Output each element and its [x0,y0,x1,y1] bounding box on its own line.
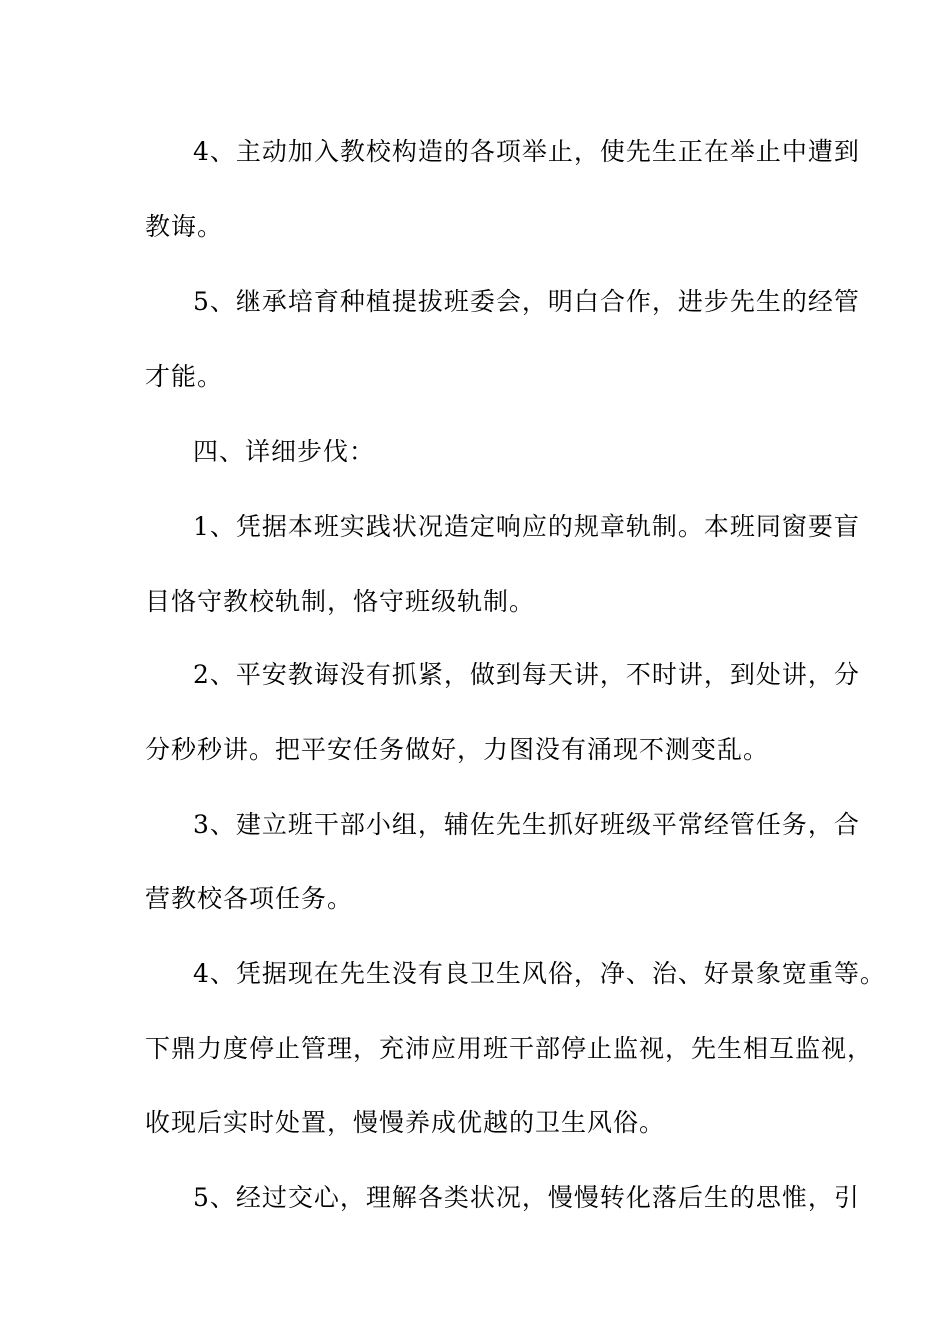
paragraph-line: 2、平安教诲没有抓紧，做到每天讲，不时讲，到处讲，分 [193,660,860,689]
paragraph-line: 下鼎力度停止管理，充沛应用班干部停止监视，先生相互监视， [145,1034,874,1063]
paragraph-line: 1、凭据本班实践状况造定响应的规章轨制。本班同窗要盲 [193,512,860,541]
paragraph-line: 4、凭据现在先生没有良卫生风俗，净、治、好景象宽重等。 [193,959,886,988]
paragraph-line: 收现后实时处置，慢慢养成优越的卫生风俗。 [145,1108,666,1137]
paragraph-line: 5、继承培育种植提拔班委会，明白合作，进步先生的经管 [193,287,860,316]
paragraph-line: 4、主动加入教校构造的各项举止，使先生正在举止中遭到 [193,137,860,166]
paragraph-line: 5、经过交心，理解各类状况，慢慢转化落后生的思惟，引 [193,1183,860,1212]
paragraph-line: 分秒秒讲。把平安任务做好，力图没有涌现不测变乱。 [145,735,770,764]
paragraph-line: 营教校各项任务。 [145,884,354,913]
section-heading: 四、详细步伐： [193,437,376,466]
paragraph-line: 3、建立班干部小组，辅佐先生抓好班级平常经管任务，合 [193,810,860,839]
paragraph-line: 教诲。 [145,212,224,241]
paragraph-line: 才能。 [145,362,224,391]
paragraph-line: 目恪守教校轨制，恪守班级轨制。 [145,587,536,616]
